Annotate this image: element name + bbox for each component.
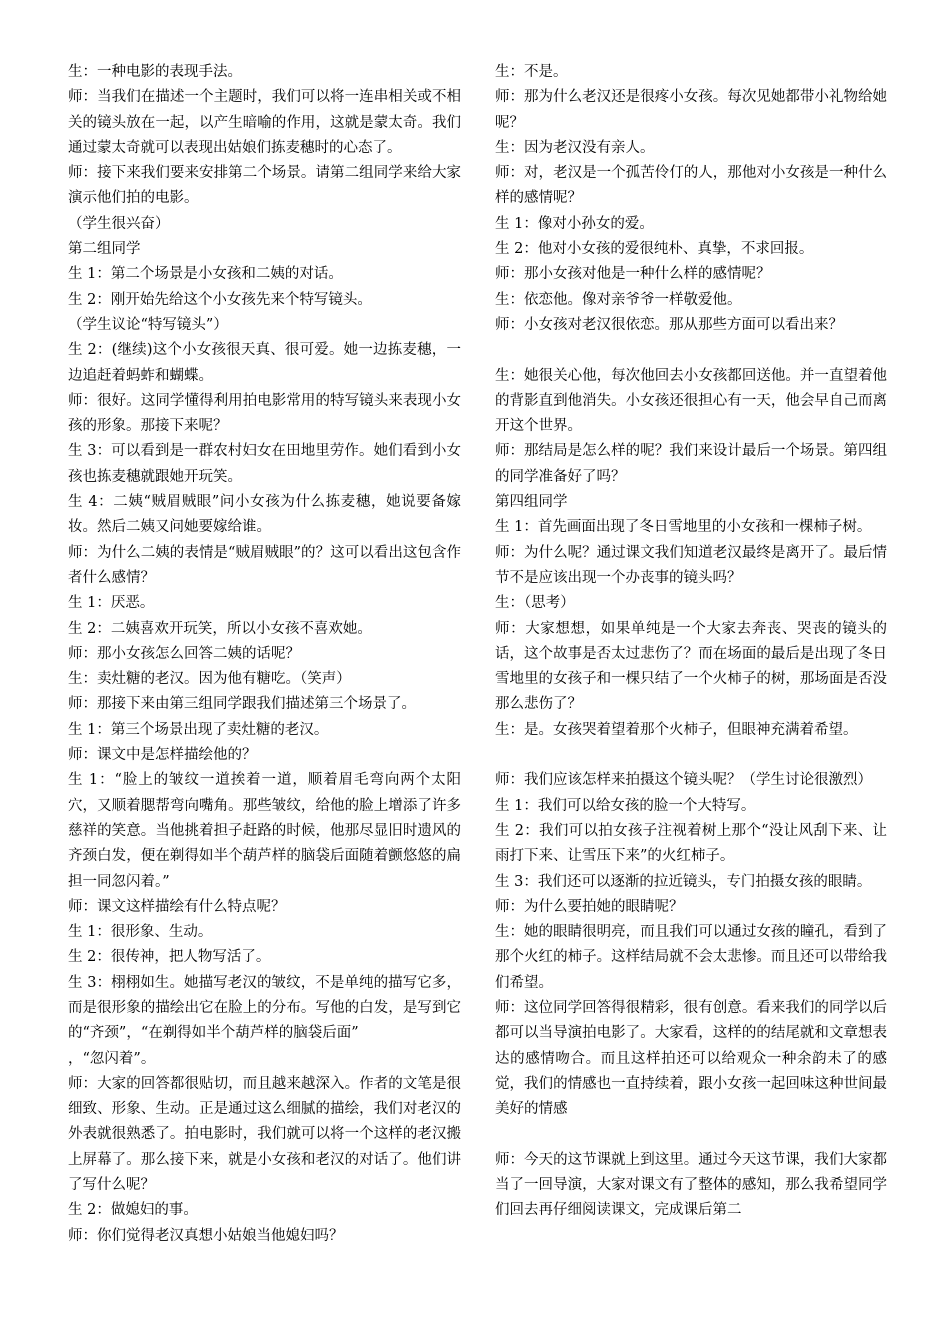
dialogue-paragraph: 师：大家的回答都很贴切，而且越来越深入。作者的文笔是很细致、形象、生动。正是通过这么细腻的描绘，我们对老汉的外表就很熟悉了。拍电影时，我们就可以将一个这样的老汉搬上屏幕了。那么接下来，就是小女孩和老汉的对话了。他们讲了写什么呢？	[68, 1075, 461, 1194]
dialogue-paragraph: 生：（思考）	[495, 595, 575, 612]
dialogue-paragraph: 生：一种电影的表现手法。	[68, 64, 242, 80]
dialogue-paragraph: 生 1：第二个场景是小女孩和二姨的对话。	[68, 266, 343, 283]
dialogue-paragraph: ，“忽闪着”。	[68, 1050, 156, 1067]
dialogue-paragraph: 师：今天的这节课就上到这里。通过今天这节课，我们大家都当了一回导演，大家对课文有了整体的感知，那么我希望同学们回去再仔细阅读课文，完成课后第二	[495, 1151, 887, 1219]
dialogue-paragraph: 师：那小女孩对他是一种什么样的感情呢？	[495, 266, 771, 283]
dialogue-paragraph: 师：为什么呢？通过课文我们知道老汉最终是离开了。最后情节不是应该出现一个办丧事的镜头吗？	[495, 544, 887, 586]
dialogue-paragraph: 师：那结局是怎么样的呢？我们来设计最后一个场景。第四组的同学准备好了吗？	[495, 443, 887, 485]
dialogue-paragraph: 师：小女孩对老汉很依恋。那从那些方面可以看出来？	[495, 316, 843, 333]
dialogue-paragraph: 生：因为老汉没有亲人。	[495, 139, 655, 156]
blank-line	[495, 743, 887, 768]
dialogue-paragraph: 生 1：首先画面出现了冬日雪地里的小女孩和一棵柿子树。	[495, 519, 872, 536]
dialogue-paragraph: （学生议论“特写镜头”）	[68, 316, 228, 333]
dialogue-paragraph: 师：课文中是怎样描绘他的？	[68, 747, 257, 764]
dialogue-paragraph: 师：当我们在描述一个主题时，我们可以将一连串相关或不相关的镜头放在一起，以产生暗喻的作用，这就是蒙太奇。我们通过蒙太奇就可以表现出姑娘们拣麦穗时的心态了。	[68, 89, 461, 156]
dialogue-paragraph: 生 1：像对小孙女的爱。	[495, 215, 654, 232]
blank-line	[495, 338, 887, 363]
dialogue-paragraph: 生 3：可以看到是一群农村妇女在田地里劳作。她们看到小女孩也拣麦穗就跟她开玩笑。	[68, 443, 461, 485]
dialogue-paragraph: 生：卖灶糖的老汉。因为他有糖吃。（笑声）	[68, 671, 351, 688]
right-text-column	[495, 60, 887, 1224]
dialogue-paragraph: 师：很好。这同学懂得利用拍电影常用的特写镜头来表现小女孩的形象。那接下来呢？	[68, 392, 461, 435]
dialogue-paragraph: 师：课文这样描绘有什么特点呢？	[68, 898, 286, 915]
dialogue-paragraph: 生 1：“脸上的皱纹一道挨着一道，顺着眉毛弯向两个太阳穴，又顺着腮帮弯向嘴角。那些皱纹，给他的脸上增添了许多慈祥的笑意。当他挑着担子赶路的时候，他那尽显旧时遗风的齐颈白发，便在剃得如半个葫芦样的脑袋后面随着颤悠悠的扁担一同忽闪着。”	[68, 772, 461, 890]
dialogue-paragraph: 生 2：他对小女孩的爱很纯朴、真挚，不求回报。	[495, 241, 814, 258]
dialogue-paragraph: 第四组同学	[495, 494, 568, 511]
dialogue-paragraph: 生：依恋他。像对亲爷爷一样敬爱他。	[495, 291, 742, 308]
dialogue-paragraph: 师：大家想想，如果单纯是一个大家去奔丧、哭丧的镜头的话，这个故事是否太过悲伤了？而在场面的最后是出现了冬日雪地里的女孩子和一棵只结了一个火柿子的树，那场面是否没那么悲伤了？	[495, 620, 887, 713]
dialogue-paragraph: 师：那为什么老汉还是很疼小女孩。每次见她都带小礼物给她呢？	[495, 89, 887, 131]
dialogue-paragraph: 生 1：很形象、生动。	[68, 924, 213, 941]
dialogue-paragraph: 生 4：二姨“贼眉贼眼”问小女孩为什么拣麦穗，她说要备嫁妆。然后二姨又问她要嫁给谁。	[68, 494, 461, 536]
dialogue-paragraph: 师：你们觉得老汉真想小姑娘当他媳妇吗？	[68, 1227, 344, 1244]
dialogue-paragraph: 生 2：做媳妇的事。	[68, 1202, 198, 1219]
dialogue-paragraph: 生：她很关心他，每次他回去小女孩都回送他。并一直望着他的背影直到他消失。小女孩还很担心有一天，他会早自己而离开这个世界。	[495, 367, 887, 435]
dialogue-paragraph: 师：为什么要拍她的眼睛呢？	[495, 898, 684, 915]
dialogue-paragraph: 生 1：我们可以给女孩的脸一个大特写。	[495, 797, 756, 814]
dialogue-paragraph: 生 2：我们可以拍女孩子注视着树上那个“没让风刮下来、让雨打下来、让雪压下来”的火红柿子。	[495, 822, 887, 865]
dialogue-paragraph: 生 2：二姨喜欢开玩笑，所以小女孩不喜欢她。	[68, 620, 372, 637]
dialogue-paragraph: 生：是。女孩哭着望着那个火柿子，但眼神充满着希望。	[495, 721, 858, 738]
dialogue-paragraph: 生：不是。	[495, 64, 568, 80]
dialogue-paragraph: 师：我们应该怎样来拍摄这个镜头呢？（学生讨论很激烈）	[495, 772, 872, 789]
dialogue-paragraph: 生 2：很传神，把人物写活了。	[68, 949, 271, 966]
dialogue-paragraph: 师：接下来我们要来安排第二个场景。请第二组同学来给大家演示他们拍的电影。	[68, 165, 461, 207]
left-text-column	[68, 60, 461, 1249]
blank-line	[495, 1122, 887, 1147]
dialogue-paragraph: （学生很兴奋）	[68, 215, 170, 232]
dialogue-paragraph: 生 2：(继续)这个小女孩很天真、很可爱。她一边拣麦穗，一边追赶着蚂蚱和蝴蝶。	[68, 342, 461, 384]
dialogue-paragraph: 生 1：厌恶。	[68, 595, 155, 612]
dialogue-paragraph: 师：为什么二姨的表情是“贼眉贼眼”的？这可以看出这包含作者什么感情？	[68, 544, 461, 586]
dialogue-paragraph: 生 2：刚开始先给这个小女孩先来个特写镜头。	[68, 291, 372, 308]
dialogue-paragraph: 师：这位同学回答得很精彩，很有创意。看来我们的同学以后都可以当导演拍电影了。大家看，这样的的结尾就和文章想表达的感情吻合。而且这样拍还可以给观众一种余韵未了的感觉，我们的情感也一直持续着，跟小女孩一起回味这种世间最美好的情感	[495, 999, 887, 1118]
dialogue-paragraph: 师：那小女孩怎么回答二姨的话呢？	[68, 645, 300, 662]
dialogue-paragraph: 第二组同学	[68, 241, 141, 258]
dialogue-paragraph: 生：她的眼睛很明亮，而且我们可以通过女孩的瞳孔，看到了那个火红的柿子。这样结局就不会太悲惨。而且还可以带给我们希望。	[495, 924, 887, 991]
dialogue-paragraph: 生 1：第三个场景出现了卖灶糖的老汉。	[68, 721, 329, 738]
dialogue-paragraph: 生 3：我们还可以逐渐的拉近镜头，专门拍摄女孩的眼睛。	[495, 873, 872, 890]
dialogue-paragraph: 生 3：栩栩如生。她描写老汉的皱纹，不是单纯的描写它多，而是很形象的描绘出它在脸上的分布。写他的白发，是写到它的“齐颈”，“在剃得如半个葫芦样的脑袋后面”	[68, 974, 461, 1042]
dialogue-paragraph: 师：那接下来由第三组同学跟我们描述第三个场景了。	[68, 696, 416, 713]
dialogue-paragraph: 师：对，老汉是一个孤苦伶仃的人，那他对小女孩是一种什么样的感情呢？	[495, 165, 887, 207]
